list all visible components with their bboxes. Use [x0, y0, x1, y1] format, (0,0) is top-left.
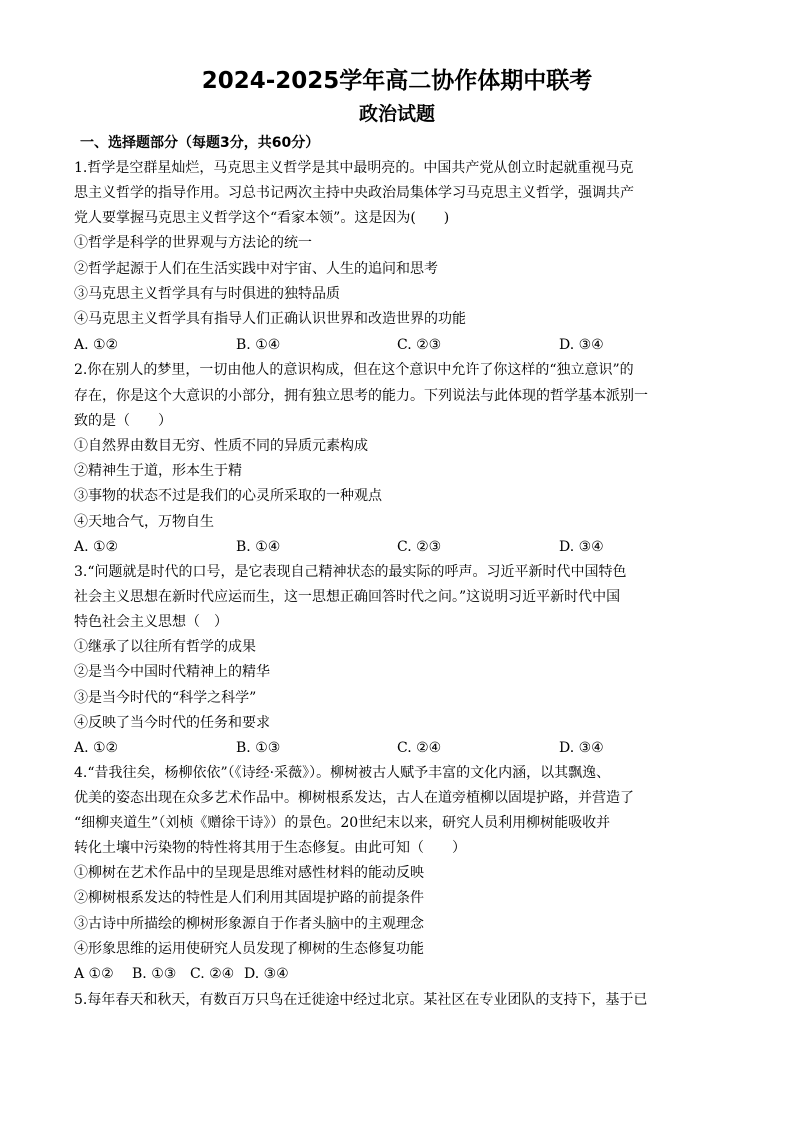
exam-title: 2024-2025学年高二协作体期中联考 — [201, 68, 593, 94]
answer-option: B. ①③ — [236, 740, 281, 756]
question-stem-line: 3.“问题就是时代的口号，是它表现自己精神状态的最实际的呼声。习近平新时代中国特色 — [74, 564, 627, 580]
answer-option: B. ①④ — [236, 539, 281, 555]
question-stem-line: “细柳夹道生”（刘桢《赠徐干诗》）的景色。20世纪末以来，研究人员利用柳树能吸收并 — [74, 815, 611, 831]
statement-item: ③是当今时代的“科学之科学” — [74, 690, 257, 706]
statement-item: ③古诗中所描绘的柳树形象源自于作者头脑中的主观理念 — [74, 916, 424, 932]
answer-option: A. ①② — [74, 539, 119, 555]
statement-item: ④形象思维的运用使研究人员发现了柳树的生态修复功能 — [74, 941, 424, 957]
statement-item: ②是当今中国时代精神上的精华 — [74, 664, 270, 680]
question-stem-line: 致的是（ ） — [74, 413, 172, 429]
answer-option: A. ①② — [74, 740, 119, 756]
answer-option: B. ①④ — [236, 337, 281, 353]
statement-item: ①哲学是科学的世界观与方法论的统一 — [74, 235, 312, 251]
statement-item: ②柳树根系发达的特性是人们利用其固堤护路的前提条件 — [74, 890, 424, 906]
statement-item: ③事物的状态不过是我们的心灵所采取的一种观点 — [74, 488, 382, 504]
statement-item: ①自然界由数目无穷、性质不同的异质元素构成 — [74, 438, 368, 454]
answer-option: A. ①② — [74, 337, 119, 353]
question-stem-line: 2.你在别人的梦里，一切由他人的意识构成，但在这个意识中允许了你这样的“独立意识”的 — [74, 362, 634, 378]
answer-option: B. ①③ — [132, 966, 177, 982]
statement-item: ④马克思主义哲学具有指导人们正确认识世界和改造世界的功能 — [74, 311, 466, 327]
question-stem-line: 4.“昔我往矣，杨柳依依”（《诗经·采薇》）。柳树被古人赋予丰富的文化内涵，以其飘逸、 — [74, 765, 611, 781]
question-stem-line: 思主义哲学的指导作用。习总书记两次主持中央政治局集体学习马克思主义哲学，强调共产 — [74, 185, 634, 201]
question-stem-line: 特色社会主义思想（ ） — [74, 614, 228, 630]
answer-option: C. ②③ — [397, 539, 442, 555]
statement-item: ①继承了以往所有哲学的成果 — [74, 639, 256, 655]
answer-option: D. ③④ — [559, 740, 604, 756]
answer-option: D. ③④ — [559, 337, 604, 353]
statement-item: ②哲学起源于人们在生活实践中对宇宙、人生的追问和思考 — [74, 261, 438, 277]
question-stem-line: 5.每年春天和秋天，有数百万只鸟在迁徙途中经过北京。某社区在专业团队的支持下，基于已 — [74, 992, 648, 1008]
question-stem-line: 党人要掌握马克思主义哲学这个“看家本领”。这是因为( ) — [74, 210, 450, 226]
answer-option: A ①② — [74, 966, 114, 982]
exam-subtitle: 政治试题 — [358, 103, 435, 125]
answer-option: C. ②④ — [397, 740, 442, 756]
answer-option: D. ③④ — [559, 539, 604, 555]
question-stem-line: 存在，你是这个大意识的小部分，拥有独立思考的能力。下列说法与此体现的哲学基本派别一 — [74, 388, 648, 404]
statement-item: ④反映了当今时代的任务和要求 — [74, 715, 270, 731]
section-heading: 一、选择题部分（每题3分，共60分） — [80, 135, 320, 151]
question-stem-line: 优美的姿态出现在众多艺术作品中。柳树根系发达，古人在道旁植柳以固堤护路，并营造了 — [74, 790, 634, 806]
answer-option: C. ②④ — [190, 966, 235, 982]
question-stem-line: 社会主义思想在新时代应运而生，这一思想正确回答时代之问。”这说明习近平新时代中国 — [74, 589, 621, 605]
question-stem-line: 转化土壤中污染物的特性将其用于生态修复。由此可知（ ） — [74, 840, 466, 856]
answer-option: D. ③④ — [244, 966, 289, 982]
statement-item: ①柳树在艺术作品中的呈现是思维对感性材料的能动反映 — [74, 865, 424, 881]
statement-item: ③马克思主义哲学具有与时俱进的独特品质 — [74, 286, 340, 302]
statement-item: ④天地合气，万物自生 — [74, 514, 214, 530]
question-stem-line: 1.哲学是空群星灿烂，马克思主义哲学是其中最明亮的。中国共产党从创立时起就重视马克 — [74, 160, 634, 176]
answer-option: C. ②③ — [397, 337, 442, 353]
statement-item: ②精神生于道，形本生于精 — [74, 463, 242, 479]
